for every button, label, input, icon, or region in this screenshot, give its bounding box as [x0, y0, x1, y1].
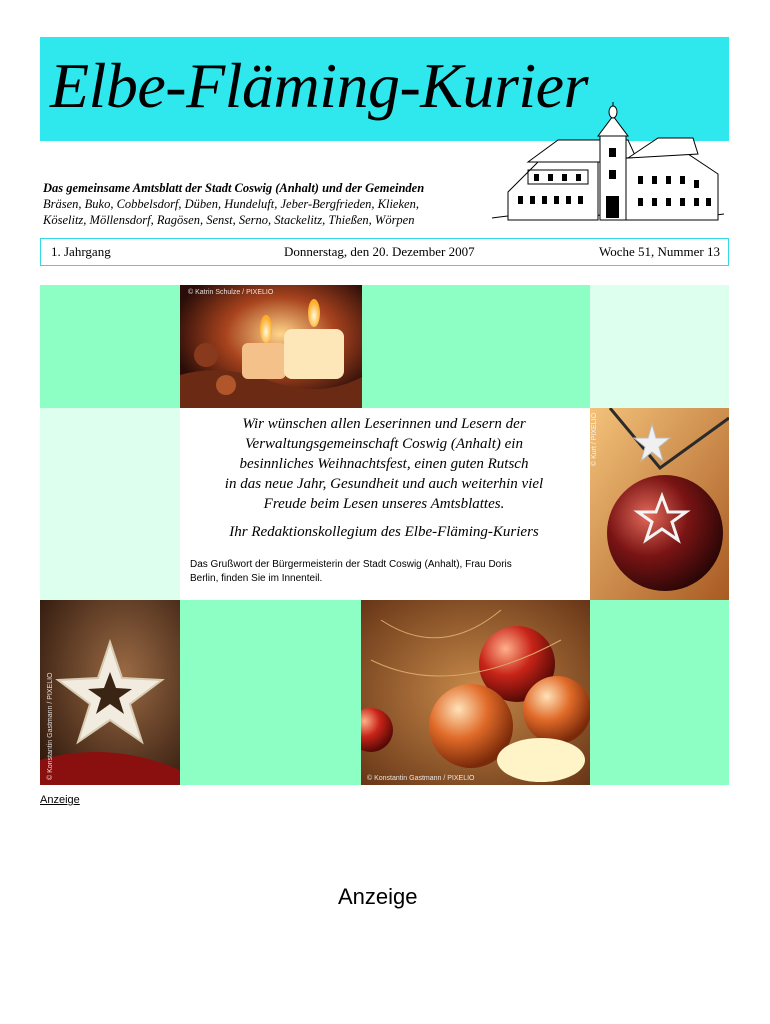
decor-tile [180, 600, 361, 785]
subtitle: Das gemeinsame Amtsblatt der Stadt Coswig (Anhalt) und der Gemeinden [43, 181, 425, 195]
candles-photo [180, 285, 362, 408]
note-line: Das Grußwort der Bürgermeisterin der Stadt Coswig (Anhalt), Frau Doris [190, 559, 512, 570]
photo-credit: © Konstantin Gastmann / PIXELIO [47, 672, 54, 780]
decor-tile [40, 408, 180, 600]
note-line: Berlin, finden Sie im Innenteil. [190, 573, 323, 584]
baubles-photo [361, 600, 590, 785]
photo-credit: © Kurt / PIXELIO [591, 412, 598, 466]
decor-tile [590, 600, 729, 785]
greeting-line: in das neue Jahr, Gesundheit und auch weiterhin viel [224, 476, 544, 492]
ad-placeholder: Anzeige [338, 884, 418, 909]
castle-illustration [488, 92, 728, 228]
greeting-signature: Ihr Redaktionskollegium des Elbe-Fläming-Kuriers [229, 524, 539, 540]
greeting-message [182, 414, 586, 514]
volume-label: 1. Jahrgang [51, 244, 111, 259]
municipalities-line-1: Bräsen, Buko, Cobbelsdorf, Düben, Hundeluft, Jeber-Bergfrieden, Klieken, [43, 197, 419, 211]
star-photo [40, 600, 180, 785]
greeting-line: Freude beim Lesen unseres Amtsblattes. [263, 496, 505, 512]
greeting-box [182, 412, 586, 598]
newspaper-title: Elbe-Fläming-Kurier [50, 50, 588, 121]
ad-label-link[interactable]: Anzeige [40, 794, 80, 806]
greeting-line: besinnliches Weihnachtsfest, einen guten Rutsch [239, 456, 529, 472]
issue-number: Woche 51, Nummer 13 [599, 244, 720, 259]
ornament-photo [590, 408, 729, 600]
decor-tile [362, 285, 590, 408]
issue-info-bar [40, 238, 729, 266]
municipalities-line-2: Köselitz, Möllensdorf, Ragösen, Senst, Serno, Stackelitz, Thießen, Wörpen [43, 213, 415, 227]
greeting-line: Verwaltungsgemeinschaft Coswig (Anhalt) ein [245, 436, 523, 452]
photo-credit: © Katrin Schulze / PIXELIO [188, 289, 274, 296]
issue-date: Donnerstag, den 20. Dezember 2007 [284, 244, 475, 259]
photo-credit: © Konstantin Gastmann / PIXELIO [367, 775, 475, 782]
decor-tile [590, 285, 729, 408]
greeting-note [190, 558, 580, 586]
decor-tile [40, 285, 180, 408]
greeting-line: Wir wünschen allen Leserinnen und Lesern der [242, 416, 526, 432]
